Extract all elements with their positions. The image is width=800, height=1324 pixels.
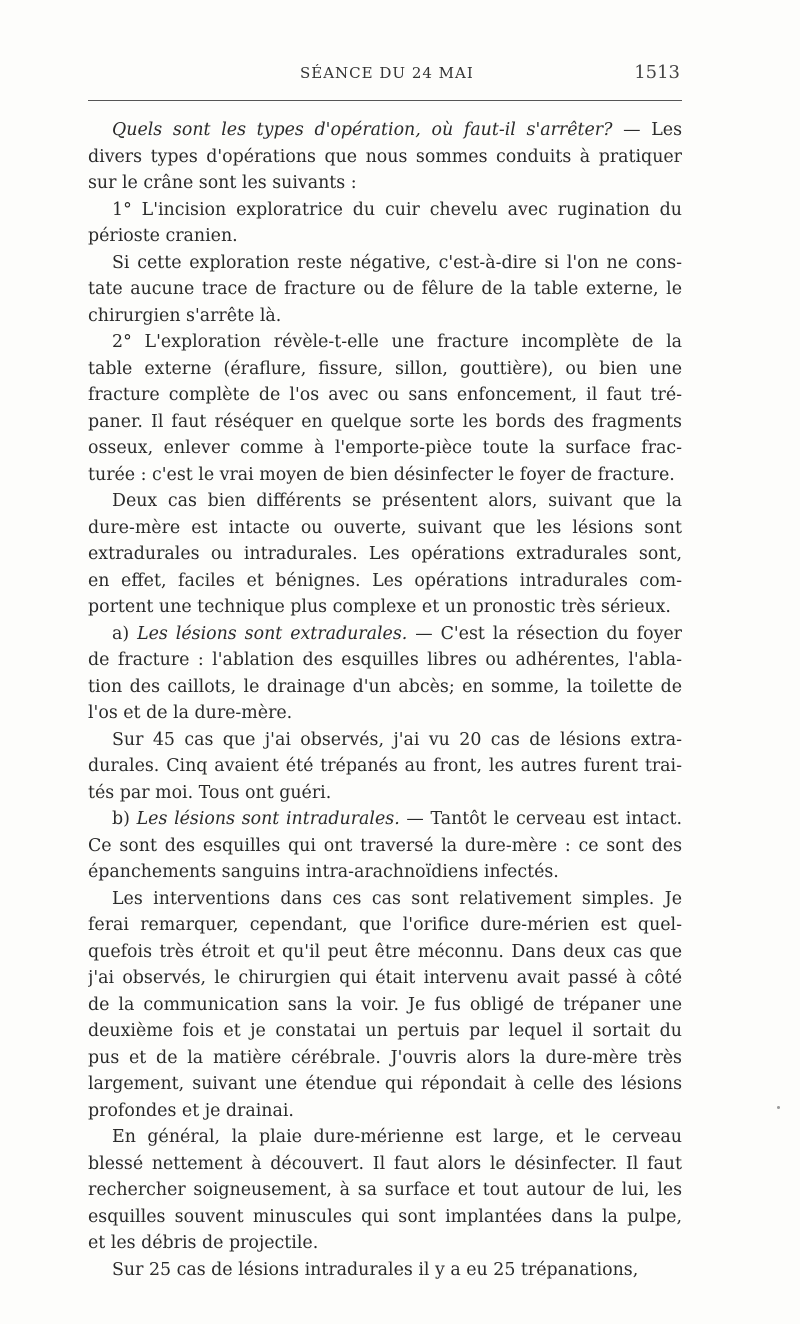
- text-line: l'os et de la dure-mère.: [88, 703, 293, 723]
- text-line: fracture complète de l'os avec ou sans enfoncement, il faut tré-: [88, 385, 682, 405]
- text-line: Ce sont des esquilles qui ont traversé la dure-mère : ce sont des: [88, 835, 682, 856]
- text-line: Les interventions dans ces cas sont relativement simples. Je: [112, 888, 682, 909]
- text-line: j'ai observés, le chirurgien qui était intervenu avait passé à côté: [88, 968, 682, 988]
- text-line: pus et de la matière cérébrale. J'ouvris alors la dure-mère très: [88, 1047, 682, 1068]
- italic-heading: Quels sont les types d'opération, où faut-il s'arrêter?: [112, 120, 613, 140]
- text-line: extradurales ou intradurales. Les opérations extradurales sont,: [88, 544, 682, 564]
- text-line: [88, 806, 682, 833]
- text-line: dure-mère est intacte ou ouverte, suivant que les lésions sont: [88, 517, 682, 538]
- paper-speck: [777, 1106, 780, 1109]
- text-line: Sur 25 cas de lésions intradurales il y a eu 25 trépanations,: [112, 1259, 639, 1280]
- text-line: largement, suivant une étendue qui répondait à celle des lésions: [88, 1074, 682, 1094]
- text-line: sur le crâne sont les suivants :: [88, 173, 357, 193]
- line-text: — C'est la résection du foyer: [407, 623, 682, 644]
- text-line: de fracture : l'ablation des esquilles libres ou adhérentes, l'abla-: [88, 650, 682, 670]
- text-line: de la communication sans la voir. Je fus obligé de trépaner une: [88, 994, 682, 1015]
- text-line: 2° L'exploration révèle-t-elle une fracture incomplète de la: [112, 332, 682, 352]
- text-line: rechercher soigneusement, à sa surface et tout autour de lui, les: [88, 1180, 682, 1200]
- italic-heading: Les lésions sont extradurales.: [137, 623, 408, 644]
- page-number: 1513: [634, 62, 680, 83]
- text-line: portent une technique plus complexe et un pronostic très sérieux.: [88, 597, 671, 617]
- text-line: épanchements sanguins intra-arachnoïdiens infectés.: [88, 862, 559, 882]
- text-line: Sur 45 cas que j'ai observés, j'ai vu 20 cas de lésions extra-: [112, 729, 682, 750]
- text-line: tate aucune trace de fracture ou de fêlure de la table externe, le: [88, 279, 682, 299]
- page-header: [88, 62, 682, 86]
- line-text: — Tantôt le cerveau est intact.: [399, 809, 682, 829]
- text-line: durales. Cinq avaient été trépanés au front, les autres furent trai-: [88, 756, 682, 776]
- text-line: tés par moi. Tous ont guéri.: [88, 782, 332, 803]
- text-line: blessé nettement à découvert. Il faut alors le désinfecter. Il faut: [88, 1153, 682, 1174]
- text-line: Si cette exploration reste négative, c'est-à-dire si l'on ne cons-: [112, 252, 682, 273]
- list-marker: b): [112, 809, 137, 829]
- text-line: 1° L'incision exploratrice du cuir chevelu avec rugination du: [112, 199, 682, 220]
- text-line: ferai remarquer, cependant, que l'orifice dure-mérien est quel-: [88, 915, 682, 935]
- text-line: En général, la plaie dure-mérienne est large, et le cerveau: [112, 1127, 682, 1147]
- text-line: osseux, enlever comme à l'emporte-pièce toute la surface frac-: [88, 438, 682, 458]
- list-marker: a): [112, 623, 138, 644]
- text-line: divers types d'opérations que nous sommes conduits à pratiquer: [88, 146, 682, 167]
- text-line: turée : c'est le vrai moyen de bien désinfecter le foyer de fracture.: [88, 464, 675, 485]
- text-line: et les débris de projectile.: [88, 1233, 319, 1253]
- text-line: [88, 117, 682, 144]
- running-title: SÉANCE DU 24 MAI: [300, 64, 474, 82]
- text-line: périoste cranien.: [88, 226, 238, 246]
- line-text: — Les: [612, 120, 682, 140]
- text-line: deuxième fois et je constatai un pertuis par lequel il sortait du: [88, 1021, 682, 1041]
- text-line: [88, 621, 682, 648]
- italic-heading: Les lésions sont intradurales.: [136, 809, 400, 829]
- text-line: Deux cas bien différents se présentent alors, suivant que la: [112, 491, 682, 511]
- text-line: tion des caillots, le drainage d'un abcès; en somme, la toilette de: [88, 676, 682, 697]
- text-line: en effet, faciles et bénignes. Les opérations intradurales com-: [88, 570, 682, 591]
- text-line: profondes et je drainai.: [88, 1100, 294, 1121]
- text-line: chirurgien s'arrête là.: [88, 305, 282, 326]
- text-line: paner. Il faut réséquer en quelque sorte les bords des fragments: [88, 411, 682, 432]
- text-line: table externe (éraflure, fissure, sillon, gouttière), ou bien une: [88, 358, 682, 379]
- body-text: [88, 117, 682, 1283]
- text-line: quefois très étroit et qu'il peut être méconnu. Dans deux cas que: [88, 941, 682, 962]
- header-rule: [88, 100, 682, 101]
- text-line: esquilles souvent minuscules qui sont implantées dans la pulpe,: [88, 1206, 682, 1227]
